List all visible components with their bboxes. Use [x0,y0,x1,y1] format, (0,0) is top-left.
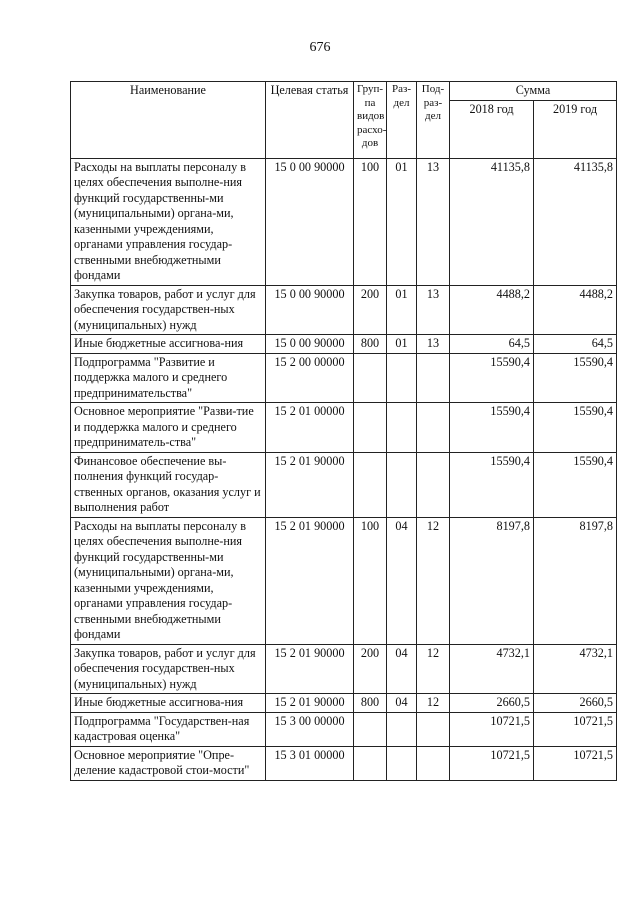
table-row [71,694,617,713]
cell-section: 01 [387,158,417,285]
cell-section [387,712,417,746]
cell-target-code: 15 0 00 90000 [266,158,354,285]
cell-subsection [417,746,450,780]
cell-name: Иные бюджетные ассигнова-ния [71,335,266,354]
cell-sum-2018: 4732,1 [450,644,534,694]
header-name: Наименование [71,82,266,159]
cell-subsection [417,403,450,453]
cell-target-code: 15 2 01 00000 [266,403,354,453]
cell-group: 800 [354,335,387,354]
cell-group: 100 [354,517,387,644]
cell-sum-2018: 8197,8 [450,517,534,644]
cell-target-code: 15 2 01 90000 [266,644,354,694]
table-row [71,746,617,780]
cell-section: 01 [387,335,417,354]
header-year-2018: 2018 год [450,100,534,158]
cell-name: Финансовое обеспечение вы-полнения функций государ-ственных органов, оказания услуг и выполнения работ [71,452,266,517]
table-row [71,452,617,517]
cell-name: Закупка товаров, работ и услуг для обеспечения государствен-ных (муниципальных) нужд [71,644,266,694]
cell-group: 200 [354,285,387,335]
cell-target-code: 15 0 00 90000 [266,285,354,335]
cell-section [387,746,417,780]
budget-table [70,81,617,781]
cell-sum-2019: 10721,5 [534,712,617,746]
cell-name: Расходы на выплаты персоналу в целях обеспечения выполне-ния функций государственны-ми (муниципальными) органа-ми, казенными учреждениями, органами управления государ-ственными внебюджетными фондами [71,158,266,285]
cell-sum-2019: 64,5 [534,335,617,354]
cell-name: Иные бюджетные ассигнова-ния [71,694,266,713]
table-row [71,403,617,453]
table-row [71,353,617,403]
cell-sum-2019: 4488,2 [534,285,617,335]
cell-group: 800 [354,694,387,713]
cell-target-code: 15 3 01 00000 [266,746,354,780]
cell-subsection [417,712,450,746]
cell-section [387,353,417,403]
cell-group [354,353,387,403]
cell-subsection: 12 [417,517,450,644]
cell-sum-2018: 2660,5 [450,694,534,713]
cell-subsection: 12 [417,694,450,713]
table-row [71,335,617,354]
cell-subsection: 13 [417,285,450,335]
cell-name: Расходы на выплаты персоналу в целях обеспечения выполне-ния функций государственны-ми (муниципальными) органа-ми, казенными учреждениями, органами управления государ-ственными внебюджетными фондами [71,517,266,644]
cell-group: 100 [354,158,387,285]
cell-group [354,746,387,780]
cell-subsection: 12 [417,644,450,694]
cell-sum-2019: 2660,5 [534,694,617,713]
table-row [71,158,617,285]
cell-target-code: 15 2 01 90000 [266,517,354,644]
cell-sum-2019: 8197,8 [534,517,617,644]
cell-subsection: 13 [417,158,450,285]
cell-sum-2018: 10721,5 [450,712,534,746]
cell-target-code: 15 3 00 00000 [266,712,354,746]
cell-section [387,452,417,517]
header-group: Груп-па видов расхо-дов [354,82,387,159]
cell-target-code: 15 2 01 90000 [266,452,354,517]
cell-subsection [417,452,450,517]
cell-sum-2019: 15590,4 [534,353,617,403]
cell-target-code: 15 2 00 00000 [266,353,354,403]
cell-sum-2018: 15590,4 [450,353,534,403]
cell-subsection [417,353,450,403]
header-target: Целевая статья [266,82,354,159]
header-sum: Сумма [450,82,617,101]
header-section: Раз-дел [387,82,417,159]
cell-name: Закупка товаров, работ и услуг для обеспечения государствен-ных (муниципальных) нужд [71,285,266,335]
header-year-2019: 2019 год [534,100,617,158]
cell-name: Основное мероприятие "Разви-тие и поддержка малого и среднего предприниматель-ства" [71,403,266,453]
cell-name: Подпрограмма "Государствен-ная кадастровая оценка" [71,712,266,746]
cell-sum-2019: 15590,4 [534,452,617,517]
cell-sum-2019: 10721,5 [534,746,617,780]
cell-group [354,403,387,453]
cell-subsection: 13 [417,335,450,354]
cell-target-code: 15 2 01 90000 [266,694,354,713]
page-number: 676 [309,40,331,55]
table-row [71,644,617,694]
cell-group [354,712,387,746]
cell-sum-2018: 4488,2 [450,285,534,335]
cell-sum-2018: 41135,8 [450,158,534,285]
cell-section: 01 [387,285,417,335]
cell-name: Подпрограмма "Развитие и поддержка малого и среднего предпринимательства" [71,353,266,403]
cell-group [354,452,387,517]
cell-section: 04 [387,644,417,694]
cell-sum-2019: 41135,8 [534,158,617,285]
cell-sum-2018: 15590,4 [450,403,534,453]
header-subsection: Под-раз-дел [417,82,450,159]
table-row [71,712,617,746]
cell-section: 04 [387,517,417,644]
cell-section: 04 [387,694,417,713]
cell-sum-2019: 15590,4 [534,403,617,453]
cell-section [387,403,417,453]
cell-sum-2019: 4732,1 [534,644,617,694]
cell-sum-2018: 15590,4 [450,452,534,517]
cell-sum-2018: 64,5 [450,335,534,354]
table-row [71,517,617,644]
cell-group: 200 [354,644,387,694]
table-row [71,285,617,335]
cell-name: Основное мероприятие "Опре-деление кадастровой стои-мости" [71,746,266,780]
cell-sum-2018: 10721,5 [450,746,534,780]
cell-target-code: 15 0 00 90000 [266,335,354,354]
